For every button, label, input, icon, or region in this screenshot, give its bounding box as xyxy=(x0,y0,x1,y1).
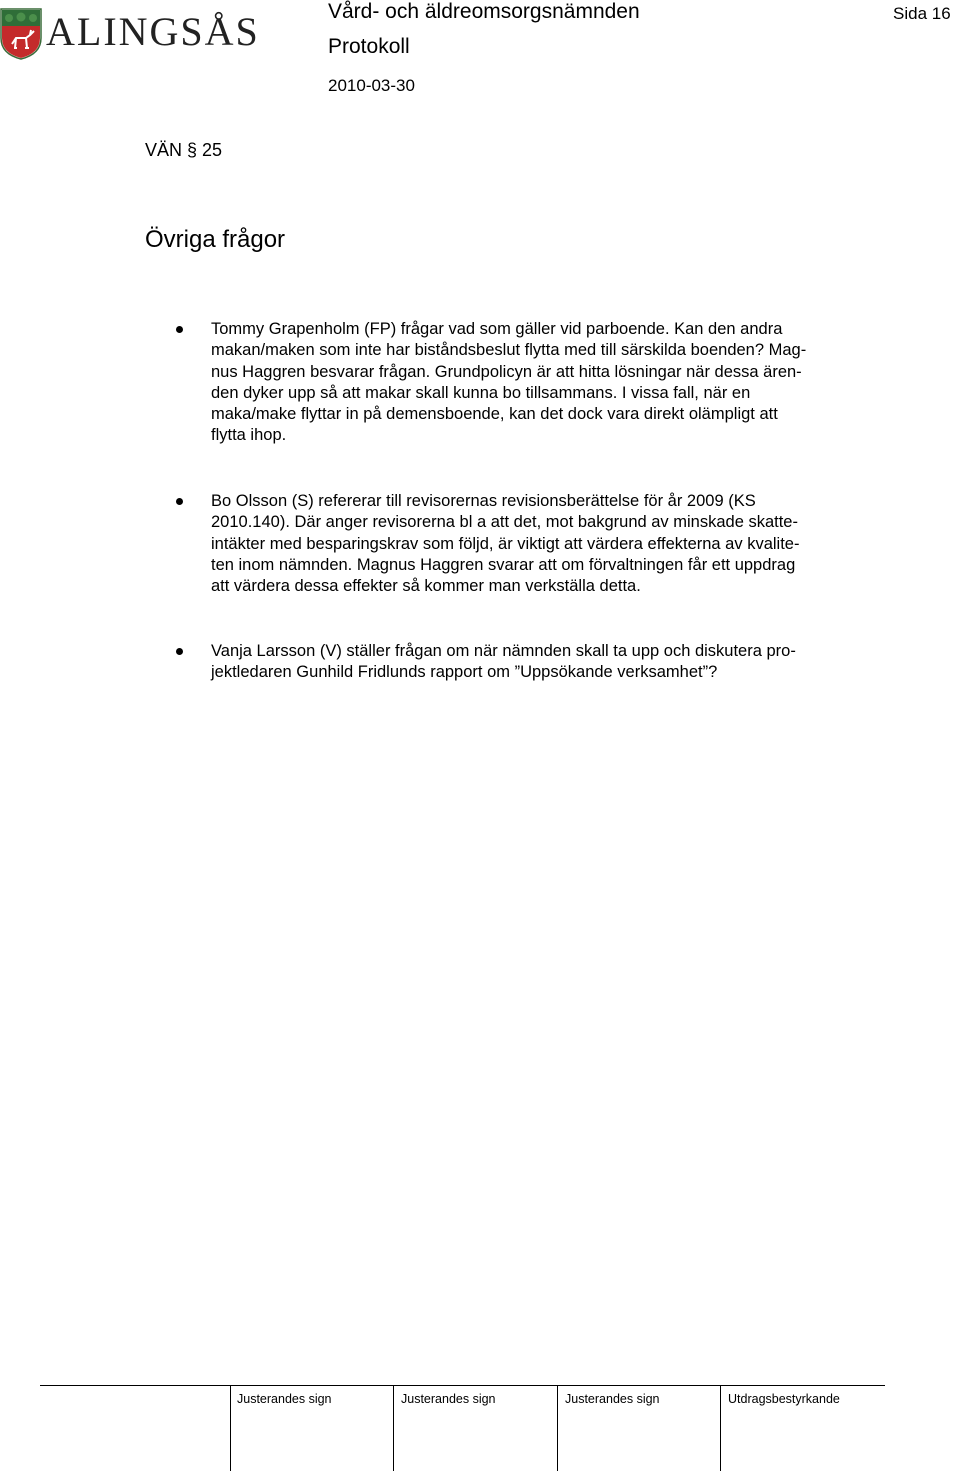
item-line: Bo Olsson (S) refererar till revisorernas revisionsberättelse för år 2009 (KS xyxy=(211,492,756,510)
item-line: intäkter med besparingskrav som följd, är viktigt att värdera effekterna av kvalite- xyxy=(211,534,800,553)
item-line: jektledaren Gunhild Fridlunds rapport om ”Uppsökande verksamhet”? xyxy=(211,663,718,682)
item-line: flytta ihop. xyxy=(211,426,287,445)
footer-cell-utdrag: Utdragsbestyrkande xyxy=(728,1392,840,1406)
item-line: att värdera dessa effekter så kommer man verkställa detta. xyxy=(211,577,641,596)
section-reference: VÄN § 25 xyxy=(145,140,223,160)
bullet-icon xyxy=(176,326,183,333)
list-item xyxy=(211,319,881,447)
footer-separator xyxy=(393,1385,394,1471)
item-line: 2010.140). Där anger revisorerna bl a att det, mot bakgrund av minskade skatte- xyxy=(211,513,798,532)
list-item xyxy=(211,491,881,597)
committee-name: Vård- och äldreomsorgsnämnden xyxy=(328,0,640,23)
item-line: den dyker upp så att makar skall kunna bo tillsammans. I vissa fall, när en xyxy=(211,383,751,402)
logo-text: ALINGSÅS xyxy=(46,9,260,54)
coat-of-arms-icon xyxy=(0,8,42,60)
page-number: Sida 16 xyxy=(893,4,951,23)
item-line: nus Haggren besvarar frågan. Grundpolicyn är att hitta lösningar när dessa ären- xyxy=(211,362,802,381)
footer-rule xyxy=(40,1385,885,1386)
document-type: Protokoll xyxy=(328,35,410,58)
footer-separator xyxy=(230,1385,231,1471)
section-title: Övriga frågor xyxy=(145,226,286,253)
footer-cell-justering-2: Justerandes sign xyxy=(401,1392,496,1406)
footer-separator xyxy=(720,1385,721,1471)
list-item xyxy=(211,641,881,684)
item-line: maka/make flyttar in på demensboende, kan det dock vara direkt olämpligt att xyxy=(211,405,778,424)
item-line: ten inom nämnden. Magnus Haggren svarar att om förvaltningen får ett uppdrag xyxy=(211,555,796,574)
meeting-date: 2010-03-30 xyxy=(328,76,415,95)
bullet-icon xyxy=(176,648,183,655)
item-line: Vanja Larsson (V) ställer frågan om när nämnden skall ta upp och diskutera pro- xyxy=(211,642,796,660)
item-line: makan/maken som inte har biståndsbeslut flytta med till särskilda boenden? Mag- xyxy=(211,341,807,360)
footer-cell-justering-1: Justerandes sign xyxy=(237,1392,332,1406)
footer-cell-justering-3: Justerandes sign xyxy=(565,1392,660,1406)
bullet-icon xyxy=(176,498,183,505)
item-line: Tommy Grapenholm (FP) frågar vad som gäller vid parboende. Kan den andra xyxy=(211,320,783,338)
municipality-logo xyxy=(0,6,262,60)
footer-separator xyxy=(557,1385,558,1471)
